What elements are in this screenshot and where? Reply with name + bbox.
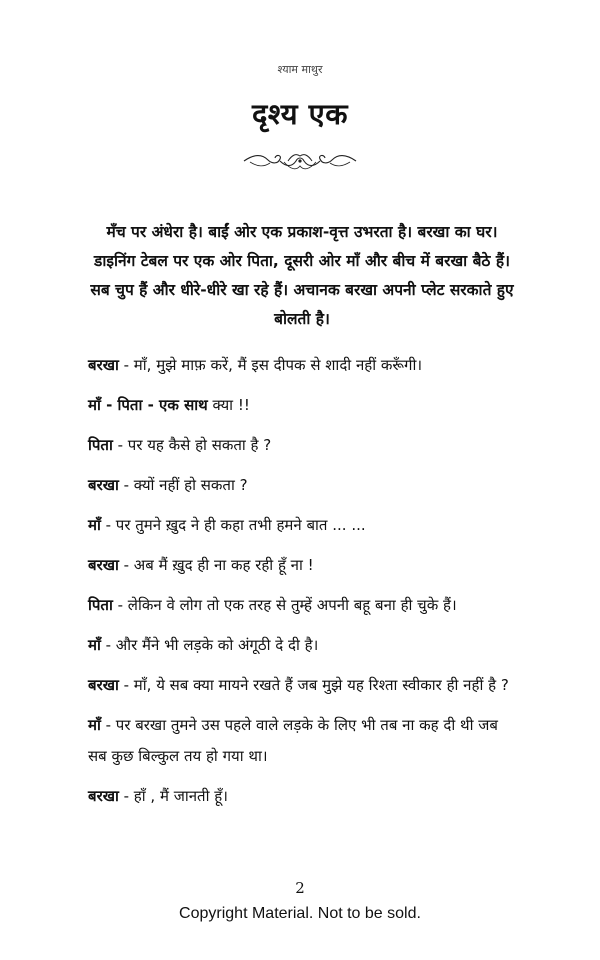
dialogue-line — [88, 350, 518, 381]
speaker-name: बरखा — [88, 787, 119, 805]
dialogue-text: क्या !! — [207, 396, 250, 414]
dialogue-text: - हाँ , मैं जानती हूँ। — [118, 787, 228, 805]
speaker-name: बरखा — [88, 676, 119, 694]
dialogue-line — [88, 630, 518, 661]
speaker-name: माँ — [88, 516, 101, 534]
dialogue-line — [88, 550, 518, 581]
dialogue-list — [88, 350, 518, 821]
speaker-name: बरखा — [88, 476, 119, 494]
scene-title: दृश्य एक — [252, 97, 348, 131]
speaker-name: बरखा — [88, 356, 119, 374]
dialogue-line — [88, 390, 518, 421]
dialogue-text: - माँ, ये सब क्या मायने रखते हैं जब मुझे यह रिश्ता स्वीकार ही नहीं है ? — [118, 676, 509, 694]
dialogue-text: - पर यह कैसे हो सकता है ? — [112, 436, 272, 454]
page-number: 2 — [295, 879, 305, 897]
copyright-notice: Copyright Material. Not to be sold. — [179, 905, 421, 922]
dialogue-line — [88, 781, 518, 812]
speaker-name: माँ - पिता - एक साथ — [88, 396, 208, 414]
dialogue-text: - पर बरखा तुमने उस पहले वाले लड़के के लिए भी तब ना कह दी थी जब सब कुछ बिल्कुल तय हो गया था। — [88, 716, 498, 765]
dialogue-text: - माँ, मुझे माफ़ करें, मैं इस दीपक से शादी नहीं करूँगी। — [118, 356, 423, 374]
dialogue-line — [88, 590, 518, 621]
dialogue-text: - अब मैं ख़ुद ही ना कह रही हूँ ना ! — [118, 556, 314, 574]
dialogue-text: - लेकिन वे लोग तो एक तरह से तुम्हें अपनी बहू बना ही चुके हैं। — [112, 596, 457, 614]
speaker-name: पिता — [88, 436, 113, 454]
dialogue-text: - क्यों नहीं हो सकता ? — [118, 476, 248, 494]
dialogue-text: - और मैंने भी लड़के को अंगूठी दे दी है। — [100, 636, 319, 654]
stage-direction: मँच पर अंधेरा है। बाईं ओर एक प्रकाश-वृत्त उभरता है। बरखा का घर। डाइनिंग टेबल पर एक ओर पिता, दूसरी ओर माँ और बीच में बरखा बैठे हैं। सब चुप हैं और धीरे-धीरे खा रहे हैं। अचानक बरखा अपनी प्लेट सरकाते हुए बोलती है। — [90, 223, 514, 328]
running-head-author: श्याम माथुर — [277, 63, 323, 76]
dialogue-line — [88, 670, 518, 701]
decorative-flourish-icon — [240, 150, 360, 172]
dialogue-line — [88, 710, 518, 772]
dialogue-line — [88, 430, 518, 461]
speaker-name: बरखा — [88, 556, 119, 574]
speaker-name: माँ — [88, 636, 101, 654]
dialogue-line — [88, 510, 518, 541]
dialogue-text: - पर तुमने ख़ुद ने ही कहा तभी हमने बात ... ... — [100, 516, 366, 534]
speaker-name: पिता — [88, 596, 113, 614]
speaker-name: माँ — [88, 716, 101, 734]
dialogue-line — [88, 470, 518, 501]
